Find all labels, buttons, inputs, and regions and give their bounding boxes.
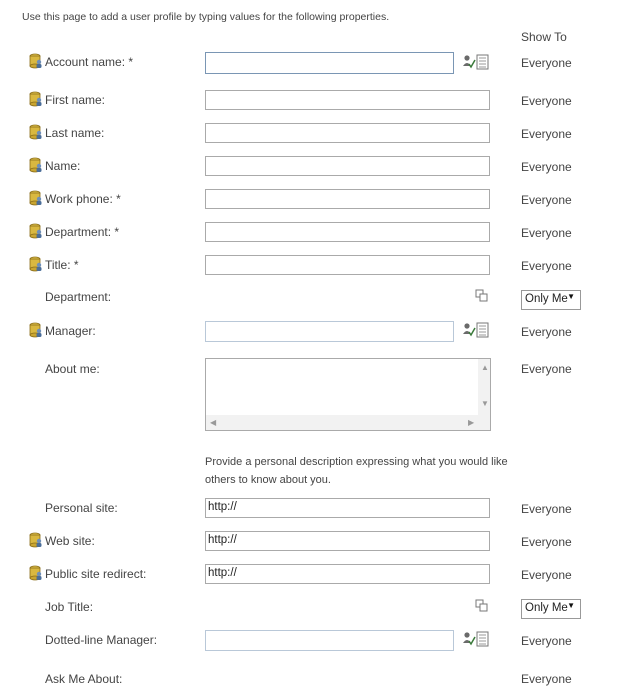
intro-text: Use this page to add a user profile by typing values for the following properties. bbox=[22, 11, 390, 23]
public-site-redirect-privacy: Everyone bbox=[521, 568, 572, 582]
department-policy-select[interactable] bbox=[521, 290, 581, 310]
dotted-line-manager-label: Dotted-line Manager: bbox=[45, 633, 158, 647]
user-property-icon bbox=[28, 322, 43, 338]
about-me-help-text: Provide a personal description expressing what you would like others to know about you. bbox=[205, 456, 508, 486]
address-book-icon[interactable] bbox=[477, 632, 488, 646]
name-privacy: Everyone bbox=[521, 160, 572, 174]
manager-privacy: Everyone bbox=[521, 325, 572, 339]
user-property-icon bbox=[28, 124, 43, 140]
about-me-label: About me: bbox=[45, 362, 100, 376]
first-name-privacy: Everyone bbox=[521, 94, 572, 108]
account-name-pickers bbox=[462, 54, 490, 70]
scroll-right-icon[interactable]: ▶ bbox=[468, 418, 475, 427]
user-property-icon bbox=[28, 157, 43, 173]
job-title-label: Job Title: bbox=[45, 600, 94, 614]
dotted-line-manager-input[interactable] bbox=[205, 630, 454, 651]
department-policy-value: Only Me bbox=[525, 293, 568, 305]
check-names-icon[interactable] bbox=[463, 55, 475, 67]
address-book-icon[interactable] bbox=[477, 323, 488, 337]
manager-input[interactable] bbox=[205, 321, 454, 342]
public-site-redirect-input[interactable]: http:// bbox=[205, 564, 490, 584]
job-title-select[interactable] bbox=[521, 599, 581, 619]
account-name-input[interactable] bbox=[205, 52, 454, 74]
scroll-left-icon[interactable]: ◀ bbox=[210, 418, 217, 427]
personal-site-input[interactable]: http:// bbox=[205, 498, 490, 518]
department-policy-label: Department: bbox=[45, 290, 112, 304]
department-label: Department: * bbox=[45, 225, 120, 239]
name-label: Name: bbox=[45, 159, 81, 173]
show-to-header: Show To bbox=[521, 30, 567, 44]
department-privacy: Everyone bbox=[521, 226, 572, 240]
check-names-icon[interactable] bbox=[463, 323, 475, 335]
about-me-textarea[interactable] bbox=[205, 358, 491, 431]
ask-me-about-privacy: Everyone bbox=[521, 672, 572, 686]
web-site-input[interactable]: http:// bbox=[205, 531, 490, 551]
policy-settings-icon[interactable] bbox=[475, 599, 489, 613]
dropdown-arrow-icon: ▼ bbox=[567, 292, 575, 301]
ask-me-about-label: Ask Me About: bbox=[45, 672, 123, 686]
horizontal-scrollbar[interactable] bbox=[206, 415, 490, 430]
policy-settings-icon[interactable] bbox=[475, 289, 489, 303]
user-property-icon bbox=[28, 532, 43, 548]
last-name-input[interactable] bbox=[205, 123, 490, 143]
first-name-label: First name: bbox=[45, 93, 106, 107]
vertical-scrollbar[interactable] bbox=[478, 359, 490, 416]
title-label: Title: * bbox=[45, 258, 79, 272]
user-property-icon bbox=[28, 256, 43, 272]
title-privacy: Everyone bbox=[521, 259, 572, 273]
job-title-value: Only Me bbox=[525, 602, 568, 614]
work-phone-input[interactable] bbox=[205, 189, 490, 209]
manager-pickers bbox=[462, 322, 490, 338]
dotted-line-manager-privacy: Everyone bbox=[521, 634, 572, 648]
scroll-up-icon[interactable]: ▲ bbox=[481, 363, 489, 372]
name-input[interactable] bbox=[205, 156, 490, 176]
manager-label: Manager: bbox=[45, 324, 96, 338]
last-name-privacy: Everyone bbox=[521, 127, 572, 141]
first-name-input[interactable] bbox=[205, 90, 490, 110]
department-input[interactable] bbox=[205, 222, 490, 242]
user-property-icon bbox=[28, 53, 43, 69]
work-phone-label: Work phone: * bbox=[45, 192, 121, 206]
scroll-down-icon[interactable]: ▼ bbox=[481, 399, 489, 408]
account-name-label: Account name: * bbox=[45, 55, 134, 69]
user-property-icon bbox=[28, 91, 43, 107]
personal-site-label: Personal site: bbox=[45, 501, 118, 515]
dotted-line-manager-pickers bbox=[462, 631, 490, 647]
web-site-privacy: Everyone bbox=[521, 535, 572, 549]
about-me-privacy: Everyone bbox=[521, 362, 572, 376]
title-input[interactable] bbox=[205, 255, 490, 275]
work-phone-privacy: Everyone bbox=[521, 193, 572, 207]
account-name-privacy: Everyone bbox=[521, 56, 572, 70]
dropdown-arrow-icon: ▼ bbox=[567, 601, 575, 610]
check-names-icon[interactable] bbox=[463, 632, 475, 644]
last-name-label: Last name: bbox=[45, 126, 105, 140]
personal-site-privacy: Everyone bbox=[521, 502, 572, 516]
public-site-redirect-label: Public site redirect: bbox=[45, 567, 147, 581]
web-site-label: Web site: bbox=[45, 534, 95, 548]
user-property-icon bbox=[28, 565, 43, 581]
user-property-icon bbox=[28, 223, 43, 239]
user-property-icon bbox=[28, 190, 43, 206]
address-book-icon[interactable] bbox=[477, 55, 488, 69]
